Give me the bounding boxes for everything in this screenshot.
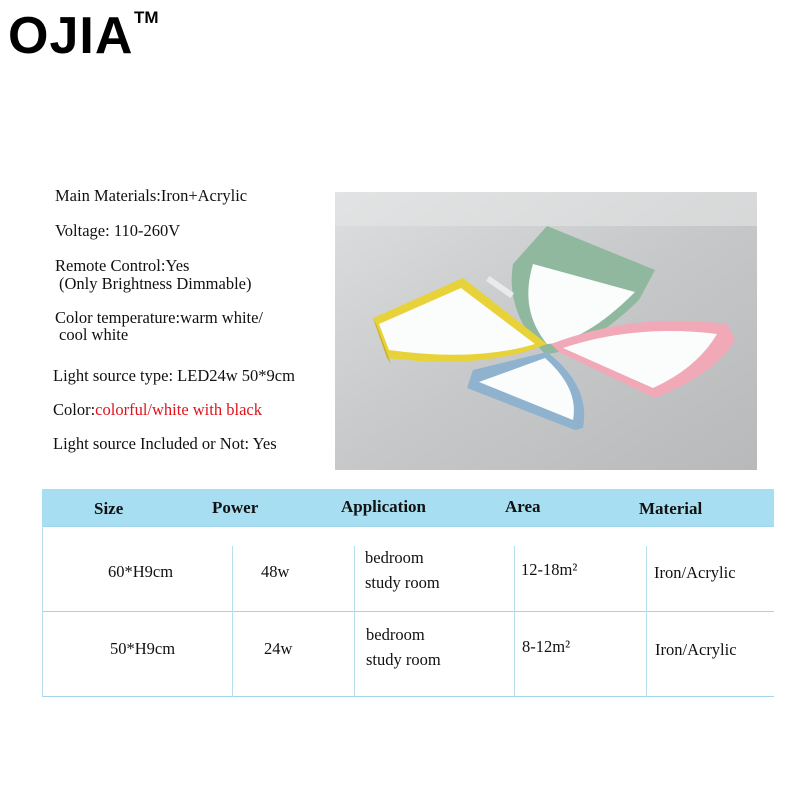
ceiling-highlight bbox=[335, 192, 757, 226]
spec-table bbox=[42, 489, 774, 697]
header-application: Application bbox=[341, 497, 427, 516]
column-divider bbox=[514, 546, 515, 697]
cell-area: 12-18m² bbox=[521, 560, 578, 579]
header-power: Power bbox=[212, 498, 259, 517]
cell-application-2: study room bbox=[366, 650, 441, 669]
spec-main-materials: Main Materials:Iron+Acrylic bbox=[55, 186, 248, 205]
trademark-symbol: TM bbox=[134, 8, 159, 27]
header-material: Material bbox=[639, 499, 703, 518]
spec-remote-note: (Only Brightness Dimmable) bbox=[59, 274, 252, 293]
cell-size: 60*H9cm bbox=[108, 562, 174, 581]
cell-size: 50*H9cm bbox=[110, 639, 176, 658]
row-divider bbox=[42, 611, 774, 612]
row-divider bbox=[42, 696, 774, 697]
cell-material: Iron/Acrylic bbox=[654, 563, 736, 582]
column-divider bbox=[354, 546, 355, 697]
column-divider bbox=[232, 546, 233, 697]
header-area: Area bbox=[505, 497, 541, 516]
cell-material: Iron/Acrylic bbox=[655, 640, 737, 659]
cell-application-1: bedroom bbox=[365, 548, 424, 567]
spec-color-label: Color: bbox=[53, 400, 96, 419]
row-divider bbox=[42, 526, 774, 527]
cell-application-1: bedroom bbox=[366, 625, 425, 644]
spec-light-source-type: Light source type: LED24w 50*9cm bbox=[53, 366, 295, 385]
spec-color-value: colorful/white with black bbox=[95, 400, 262, 419]
spec-light-source-included: Light source Included or Not: Yes bbox=[53, 434, 277, 453]
cell-power: 24w bbox=[264, 639, 293, 658]
ceiling-lamp-illustration bbox=[335, 192, 757, 470]
brand-logo: OJIA bbox=[8, 7, 134, 65]
spec-color-temperature-cont: cool white bbox=[59, 325, 129, 344]
spec-color-temperature: Color temperature:warm white/ bbox=[55, 308, 264, 327]
cell-power: 48w bbox=[261, 562, 290, 581]
table-header bbox=[42, 489, 774, 526]
header-size: Size bbox=[94, 499, 124, 518]
cell-area: 8-12m² bbox=[522, 637, 571, 656]
spec-color bbox=[53, 400, 262, 419]
column-divider bbox=[646, 546, 647, 697]
spec-remote-control: Remote Control:Yes bbox=[55, 256, 190, 275]
cell-application-2: study room bbox=[365, 573, 440, 592]
column-divider bbox=[42, 526, 43, 697]
spec-voltage: Voltage: 110-260V bbox=[55, 221, 181, 240]
product-photo bbox=[335, 192, 757, 470]
